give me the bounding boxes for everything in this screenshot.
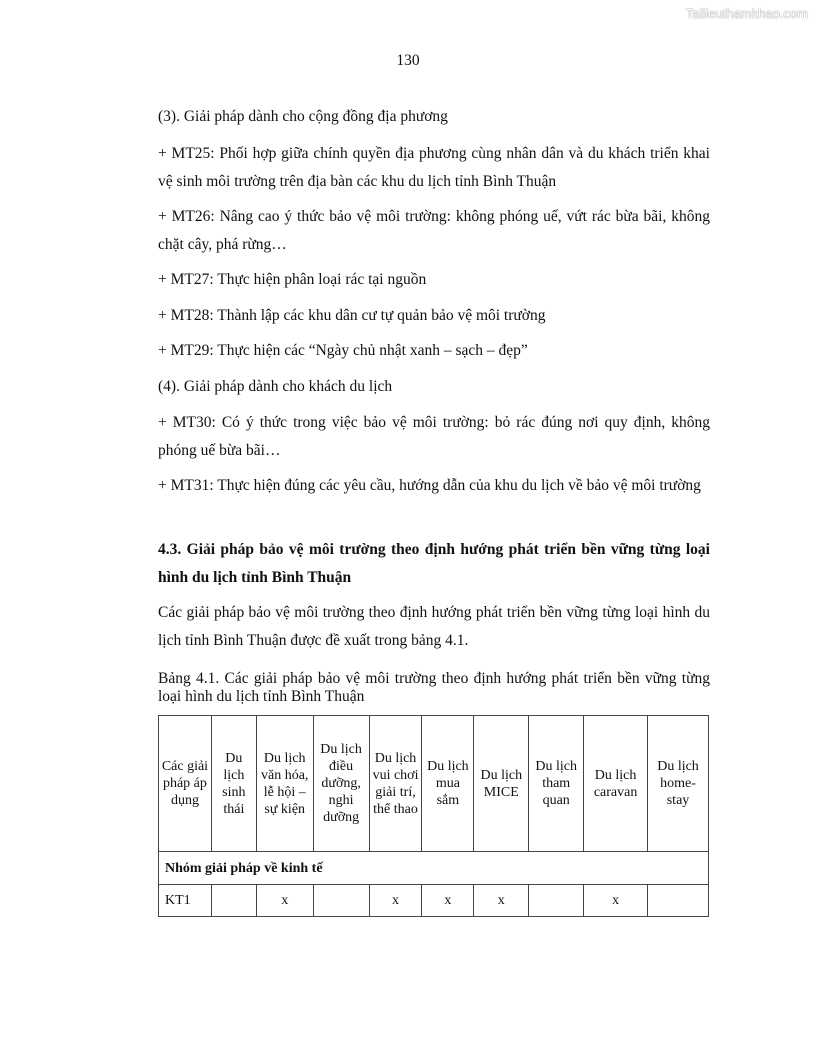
group-row bbox=[159, 852, 709, 885]
header-cell: Du lịch sinh thái bbox=[211, 716, 256, 852]
table-cell: x bbox=[474, 885, 529, 917]
table-cell bbox=[529, 885, 584, 917]
table-cell bbox=[313, 885, 369, 917]
paragraph-mt27: + MT27: Thực hiện phân loại rác tại nguồn bbox=[158, 271, 427, 288]
header-cell: Du lịch caravan bbox=[584, 716, 648, 852]
header-cell: Các giải pháp áp dụng bbox=[159, 716, 212, 852]
paragraph-mt26: + MT26: Nâng cao ý thức bảo vệ môi trường: không phóng uế, vứt rác bừa bãi, không chặt cây, phá rừng… bbox=[158, 208, 710, 253]
header-cell: Du lịch điều dưỡng, nghi dưỡng bbox=[313, 716, 369, 852]
table-caption: Bảng 4.1. Các giải pháp bảo vệ môi trường theo định hướng phát triển bền vững từng loại hình du lịch tỉnh Bình Thuận bbox=[158, 670, 710, 705]
header-cell: Du lịch văn hóa, lễ hội – sự kiện bbox=[256, 716, 313, 852]
table-cell bbox=[211, 885, 256, 917]
paragraph-mt30: + MT30: Có ý thức trong việc bảo vệ môi trường: bỏ rác đúng nơi quy định, không phóng uế bừa bãi… bbox=[158, 414, 710, 459]
paragraph-mt28: + MT28: Thành lập các khu dân cư tự quản bảo vệ môi trường bbox=[158, 307, 546, 324]
watermark: Tailieuthamkhao.com bbox=[685, 6, 808, 21]
subsection-tourists: (4). Giải pháp dành cho khách du lịch bbox=[158, 378, 393, 395]
table-cell: x bbox=[369, 885, 422, 917]
table-cell: x bbox=[422, 885, 474, 917]
header-cell: Du lịch MICE bbox=[474, 716, 529, 852]
table-cell: x bbox=[584, 885, 648, 917]
paragraph-mt31: + MT31: Thực hiện đúng các yêu cầu, hướng dẫn của khu du lịch về bảo vệ môi trường bbox=[158, 477, 701, 494]
paragraph-mt29: + MT29: Thực hiện các “Ngày chủ nhật xanh – sạch – đẹp” bbox=[158, 342, 528, 359]
table-cell: x bbox=[256, 885, 313, 917]
solutions-table bbox=[158, 715, 709, 917]
page-number: 130 bbox=[396, 52, 420, 69]
header-cell: Du lịch vui chơi giải trí, thể thao bbox=[369, 716, 422, 852]
subsection-community: (3). Giải pháp dành cho cộng đồng địa phương bbox=[158, 108, 448, 125]
table-cell: KT1 bbox=[159, 885, 212, 917]
section-heading: 4.3. Giải pháp bảo vệ môi trường theo định hướng phát triển bền vững từng loại hình du lịch tỉnh Bình Thuận bbox=[158, 541, 710, 586]
table-header-row bbox=[159, 716, 709, 852]
group-label: Nhóm giải pháp về kinh tế bbox=[159, 852, 709, 885]
table-row bbox=[159, 885, 709, 917]
header-cell: Du lịch mua sắm bbox=[422, 716, 474, 852]
table-cell bbox=[648, 885, 709, 917]
header-cell: Du lịch tham quan bbox=[529, 716, 584, 852]
section-intro: Các giải pháp bảo vệ môi trường theo định hướng phát triển bền vững từng loại hình du lịch tỉnh Bình Thuận được đề xuất trong bảng 4.1. bbox=[158, 604, 710, 649]
header-cell: Du lịch home-stay bbox=[648, 716, 709, 852]
paragraph-mt25: + MT25: Phối hợp giữa chính quyền địa phương cùng nhân dân và du khách triển khai vệ sinh môi trường trên địa bàn các khu du lịch tỉnh Bình Thuận bbox=[158, 145, 710, 190]
